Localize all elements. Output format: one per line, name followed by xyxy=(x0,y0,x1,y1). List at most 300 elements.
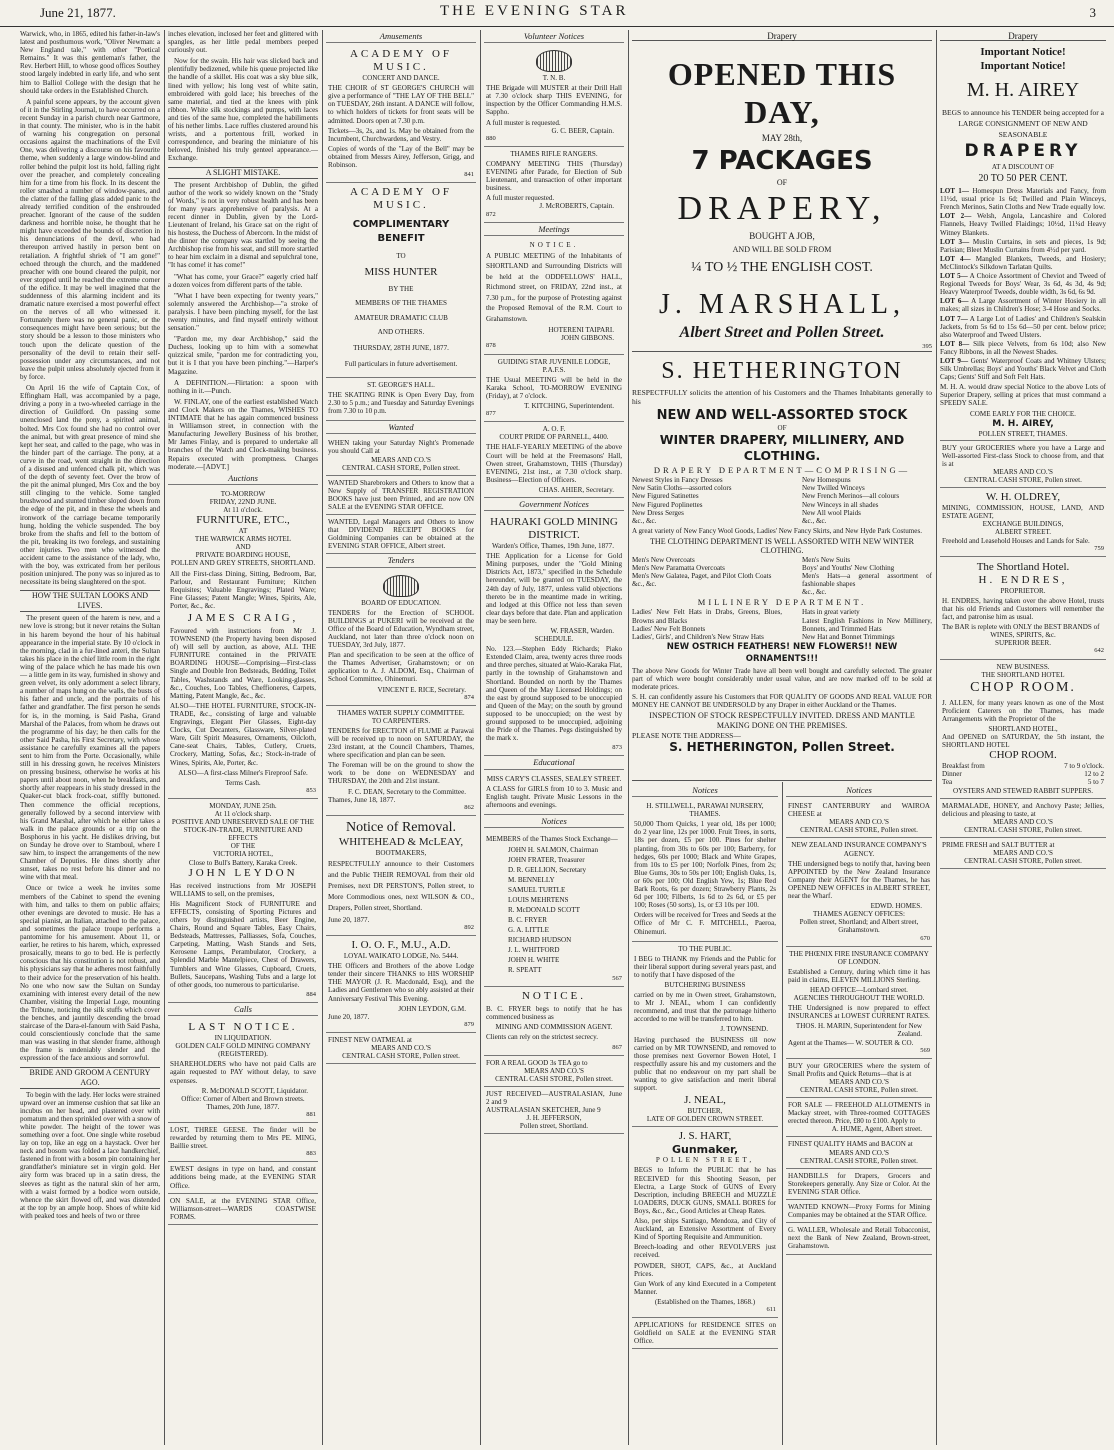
meal-row xyxy=(942,778,1104,786)
cheese-ad xyxy=(786,799,932,838)
lot-item xyxy=(940,255,1106,271)
signature: W. FRASER, Warden. xyxy=(550,627,614,635)
wanted-ad: WANTED, Legal Managers and Others to know that DIVIDEND RECEIPT BOOKS for Goldmining Companies can be obtained at the EVENING STAR OFFICE, Albert street. xyxy=(326,515,476,554)
ad-line: MEARS AND CO.'S xyxy=(993,817,1053,826)
clothing-list xyxy=(632,556,932,596)
benefit-ad xyxy=(326,183,476,378)
ad-body: BEGS to announce his TENDER being accepted for a xyxy=(942,108,1104,118)
ad-line: BOUGHT A JOB, xyxy=(749,231,815,242)
butter-ad xyxy=(940,838,1106,869)
ad-line: CHOP ROOM. xyxy=(989,749,1057,762)
ad-body: Copies of words of the "Lay of the Bell" may be obtained from Messrs Airey, Jefferson, Grigg, and Robinson. xyxy=(328,144,474,170)
ad-headline: Important Notice! xyxy=(980,46,1066,59)
ad-title: BOARD OF EDUCATION. xyxy=(361,598,441,607)
ad-body: No. 123.—Stephen Eddy Richards; Piako Extended Claim, area, twenty acres three roods and three perches, situated at Waio-Karaka Flat, partly in the township of Grahamstown and Shortland. Bounded on north by the Thames and Queen of the May Licensed Holdings; on the east by ground supposed to be unoccupied and Queen of the May; on the south by ground supposed to be unoccupied; on the west by ground supposed to be unoccupied, adjoining the Pride of the Thames. Pegs distinguished by the mark x. xyxy=(486,645,622,743)
list-item: New Homespuns xyxy=(802,476,851,485)
meal-label: Tea xyxy=(942,778,953,787)
lot-label: LOT 6— xyxy=(940,297,969,306)
article-text: "What has come, your Grace?" eagerly cried half a dozen voices from different parts of the table. xyxy=(168,272,318,289)
ad-body: LOST, THREE GEESE. The finder will be rewarded by returning them to Mrs PE. MING, Baillie street. xyxy=(170,1125,316,1151)
grocery-ad xyxy=(786,1059,932,1098)
ad-line: AMATEUR DRAMATIC CLUB xyxy=(354,313,448,322)
ad-line: 20 TO 50 PER CENT. xyxy=(978,173,1068,185)
section-heading-tenders: Tenders xyxy=(326,556,476,567)
lot-item xyxy=(940,272,1106,296)
ad-headline: 7 PACKAGES xyxy=(691,146,873,177)
list-item: Men's New Galatea, Paget, and Pilot Cloth Coats xyxy=(632,572,772,581)
signature: R. McDONALD SCOTT, Liquidator. xyxy=(201,1086,308,1095)
ad-headline: NEW OSTRICH FEATHERS! NEW FLOWERS!! NEW ORNAMENTS!!! xyxy=(666,641,898,664)
ad-body: J. ALLEN, for many years known as one of the Most Proficient Caterers on the Thames, has made Arrangements with the Proprietor of the xyxy=(942,698,1104,723)
list-item: New French Merinos—all colours xyxy=(802,492,900,501)
list-item: Men's Hats—a general assortment of fashionable shapes xyxy=(802,572,932,589)
ad-number: 395 xyxy=(632,343,932,352)
ad-body: TENDERS for ERECTION of FLUME at Parawai will be received up to noon on SATURDAY, the 23rd instant, at the Council Chambers, Thames, where specification and plan can be seen. xyxy=(328,726,474,760)
ad-number: 873 xyxy=(612,744,622,752)
lot-label: LOT 3— xyxy=(940,237,970,246)
column-rule xyxy=(936,30,937,1445)
lot-description: Muslin Curtains, in sets and pieces, 1s 9d; Parisian; Bleet Muslin Curtains from 4½d per yard. xyxy=(940,237,1106,254)
royal-crest-icon xyxy=(383,575,419,597)
ad-body: COMPANY MEETING THIS (Thursday) EVENING after Parade, for Election of Sub Lieutenant, and transaction of other important business. xyxy=(486,159,622,193)
lot-description: A Large Assortment of Winter Hosiery in all makes; all sizes in Children's Hose; 3-4 Hose and Socks. xyxy=(940,297,1106,314)
ad-body: Plan and specification to be seen at the office of the Thames Advertiser, Grahamstown; or on application to A. J. ALDOM, Esq., Chairman of School Committee, Ohinemuri. xyxy=(328,651,474,684)
ad-headline: DRAPERY, xyxy=(677,190,887,228)
ad-body: A great variety of New Fancy Wool Goods, Ladies' New Fancy Skirts, and New Hyde Park Costumes. xyxy=(632,526,922,535)
ad-line: J. H. JEFFERSON, xyxy=(526,1114,582,1123)
column-7 xyxy=(632,784,778,1444)
tender-ad xyxy=(326,706,476,816)
ad-title: W. H. OLDREY, xyxy=(985,491,1061,504)
signature: J. TOWNSEND. xyxy=(720,1025,768,1034)
section-heading-notices: Notices xyxy=(786,786,932,797)
list-item: New Hat and Bonnet Trimmings xyxy=(802,632,895,641)
ad-subtitle: MILLINERY DEPARTMENT. xyxy=(697,597,867,608)
ad-title: A. O. F. xyxy=(542,425,566,434)
list-item: R. SPEATT xyxy=(508,966,542,975)
meal-time: 7 to 9 o'clock. xyxy=(1064,762,1104,771)
ad-line: AUSTRALASIAN SKETCHER, June 9 xyxy=(486,1106,601,1115)
ad-number: 759 xyxy=(1094,544,1104,552)
ad-number: 862 xyxy=(464,803,474,811)
ad-line: OF xyxy=(777,424,787,433)
ad-headline: WINTER DRAPERY, MILLINERY, AND CLOTHING. xyxy=(659,432,905,464)
nursery-ad xyxy=(632,799,778,942)
ad-title: NOTICE. xyxy=(521,990,587,1003)
list-item: Men's New Paramatta Overcoats xyxy=(632,564,725,573)
ad-body: The above New Goods for Winter Trade have all been well bought and carefully selected. The greater part of which were bought considerably under usual value, and are now marked off to be sold at moderate prices. xyxy=(632,666,932,691)
ad-line: A full muster requested. xyxy=(486,194,555,203)
meal-label: Breakfast from xyxy=(942,762,985,771)
ad-number: 567 xyxy=(612,975,622,983)
ad-title: NEW ZEALAND INSURANCE COMPANY'S AGENCY. xyxy=(791,841,927,858)
section-heading-notices: Notices xyxy=(484,817,624,828)
ad-body: Established a Century, during which time it has paid in claims, ELEVEN MILLIONS Sterling. xyxy=(788,967,930,984)
article-text: "Pardon me, my dear Archbishop," said the Duchess, looking up to him with a somewhat quizzical smile, "pardon me for contradicting you, but it is I that you have been pinching."—Harper's Magazine. xyxy=(168,335,318,376)
article-text: W. FINLAY, one of the earliest established Watch and Clock Makers on the Thames, WISHES TO INTIMATE that he has again commenced business in Williamson street, in connection with the Manufacturing Jewellery Business of his brother, Mr James Finlay, and is prepared to undertake all branches of the Watch and Clock-making business. Repairs executed with promptness. Charges moderate.—[ADVT.] xyxy=(168,397,318,471)
article-text: Once or twice a week he invites some members of the Cabinet to spend the evening with him, and talks to them on public affairs; other evenings are devoted to music. He has a special pianist, an Italian, attached to the palace, and sometimes the palace troupe performs a pantomime for his amusement. About 11, or earlier, he retires to his harem, which, expressed prosaically, means to go to bed. He is perfectly conscious that his constitution is not robust, and his physicians say that he adheres most faithfully to their advice for the preservation of his health. No one who now saw the Sultan on Sunday examining with interest every detail of the new Chamber, visiting the Imperial Loge, mounting the Tribune, noticing the silk stuffs which cover the benches, and jauntily descending the broad staircase of the Dara-el-fanoum with Said Pasha, could conscientiously conclude that the same man was wasting in that slender frame, although the frame is undeniably slender and the expression of the face anxious and sorrowful. xyxy=(20,884,160,1063)
ad-line: Thames, 20th June, 1877. xyxy=(206,1102,280,1111)
ad-line: CENTRAL CASH STORE, Pollen street. xyxy=(495,1074,613,1083)
notice-ad xyxy=(484,987,624,1055)
hotel-ad xyxy=(940,557,1106,660)
lot-description: Silk piece Velvets, from 6s 10d; also New Fancy Ribbons, in all the Newest Shades. xyxy=(940,339,1106,356)
list-item: Men's New Suits xyxy=(802,555,851,564)
oatmeal-ad xyxy=(326,1033,476,1064)
ad-line: THAMES AGENCY OFFICES: xyxy=(813,910,905,919)
ad-body: RESPECTFULLY solicits the attention of his Customers and the Thames Inhabitants generally to his xyxy=(632,388,932,407)
list-item: LOUIS MEHRTENS xyxy=(508,896,569,905)
ad-body: Gun Work of any kind Executed in a Competent Manner. xyxy=(634,1279,776,1296)
lot-description: Welsh, Angola, Lancashire and Colored Flannels, Heavy Twilled Flaidings; 10½d, 11¼d Heavy Witney Blankets. xyxy=(940,212,1106,237)
signature: VINCENT E. RICE, Secretary. xyxy=(377,685,466,694)
ad-line: BUTCHER, xyxy=(687,1107,723,1116)
insurance-ad xyxy=(786,838,932,946)
ad-body: THE undersigned begs to notify that, having been APPOINTED by the New Zealand Insurance Company their AGENT for the Thames, he has OPENED NEW OFFICES in ALBERT STREET, near the Wharf. xyxy=(788,859,930,901)
article-text: The present Archbishop of Dublin, the gifted author of the work so widely known on the "Study of Words," is not in very robust health and has been for many years apprehensive of paralysis. At a recent dinner in Dublin, given by the Lord-Lieutenant of Ireland, his Grace sat on the right of his hostess, the Duchess of Abercorn. In the midst of the dinner the company was startled by seeing the Archbishop rise from his seat, and still more startled to hear him exclaim in a dismal and sepulchral tone, "It has come! it has come!" xyxy=(168,180,318,270)
ad-body: FOR SALE — FREEHOLD ALLOTMENTS in Mackay street, with Three-roomed COTTAGES erected thereon. Price, £80 to £100. Apply to xyxy=(788,1101,930,1126)
ad-line: AT xyxy=(238,527,248,536)
removal-ad xyxy=(326,816,476,936)
ad-body: THE Application for a License for Gold Mining purposes, under the "Gold Mining Districts Act, 1873," specified in the Schedule hereunder, will be granted on TUESDAY, the 24th day of July, 1877, unless valid objections thereto be in the meantime made in writing, and lodged at this Office not less than seven clear days before that date. Plan and application may be seen here. xyxy=(486,552,622,625)
article-heading: HOW THE SULTAN LOOKS AND LIVES. xyxy=(20,590,160,612)
ad-line: CENTRAL CASH STORE, Pollen street. xyxy=(800,826,918,835)
newspaper-ad xyxy=(484,1087,624,1134)
column-8 xyxy=(786,784,932,1444)
ad-number: 880 xyxy=(486,134,496,142)
ad-line: At 11 o'clock sharp. xyxy=(214,809,272,818)
section-heading-drapery: Drapery xyxy=(940,32,1106,41)
ad-title: ACADEMY OF MUSIC. xyxy=(349,48,452,74)
ad-number: 892 xyxy=(464,924,474,931)
meal-row xyxy=(942,762,1104,770)
meal-label: Dinner xyxy=(942,770,962,779)
article-heading: BRIDE AND GROOM A CENTURY AGO. xyxy=(20,1067,160,1089)
ad-line: IN LIQUIDATION. xyxy=(214,1034,272,1043)
list-right xyxy=(802,476,932,525)
list-item: New Figured Satinettes xyxy=(632,492,699,501)
lot-description: Homespun Dress Materials and Fancy, from 11½d, usual price 1s 6d; Twilled and Plain Winceys, French Merinos, Satin Cloths and New Trade equally low. xyxy=(940,187,1106,212)
wanted-ad xyxy=(326,436,476,475)
ad-number: 872 xyxy=(486,210,496,218)
ad-headline: S. HETHERINGTON, Pollen Street. xyxy=(669,740,895,755)
ad-line: WHITEHEAD & McLEAY, xyxy=(338,835,464,848)
section-heading-wanted: Wanted xyxy=(326,423,476,434)
ad-number: 874 xyxy=(464,693,474,701)
ad-line: Close to Bull's Battery, Karaka Creek. xyxy=(188,858,298,867)
ad-title: The Shortland Hotel. xyxy=(976,560,1070,573)
list-item: Newest Styles in Fancy Dresses xyxy=(632,476,723,485)
list-item: R. McDONALD SCOTT xyxy=(508,906,580,915)
ad-headline: S. HETHERINGTON xyxy=(661,358,903,385)
list-item: New Figured Poplinettes xyxy=(632,500,703,509)
ad-body: 50,000 Thorn Quicks, 1 year old, 18s per 1000; do 2 year line, 12s per 1000. Fruit Trees, in sorts, 18s per dozen, £5 per 100. Pines for shelter planting, from 30s to 60s per 100; Barberry, for hedges, 60s per 1000; Black and White Grapes, from 10s to £5 per 100; Norfolk Pines, from 2s; Blue Gums, 30s to 50s per 100; English Oaks, 1s, or 60s per 100; Old English Yew, 1s; Blue Red Bark Roots, 6s per dozen; Strawberry Plants, 2s 6d per 100; Filberts, 1s 6d to 2s 6d, or £5 per 100; Roses (50 sorts), 1s, or £3 10s per 100. xyxy=(634,820,776,910)
lot-label: LOT 1— xyxy=(940,187,969,196)
signature: JOHN LEYDON, G.M. xyxy=(398,1004,466,1013)
list-item: &c., &c. xyxy=(632,580,657,589)
ad-subtitle: COURT PRIDE OF PARNELL, 4400. xyxy=(499,433,609,442)
sale-ad xyxy=(786,1098,932,1137)
ad-line: THE SHORTLAND HOTEL xyxy=(981,670,1065,679)
handbills-ad: HANDBILLS for Drapers, Grocers and Storekeepers generally. Any Size or Color. At the EVENING STAR Office. xyxy=(786,1169,932,1200)
lot-item xyxy=(940,187,1106,211)
forms-ad: ON SALE, at the EVENING STAR Office, Williamson-street—WARDS COASTWISE FORMS. xyxy=(168,1194,318,1225)
lot-description: A Choice Assortment of Cheviot and Tweed of Regional Tweeds for Boys' Wear, 3s 6d, 4s 3d, 4s 9d; Heavy Waterproof Tweeds, double width, 3s 6d, 6s 9d. xyxy=(940,272,1106,297)
ad-line: MEARS AND CO.'S xyxy=(993,468,1053,476)
ad-body: WHEN taking your Saturday Night's Promenade you should Call at xyxy=(328,439,474,456)
ad-body: PRIME FRESH and SALT BUTTER at xyxy=(942,841,1055,849)
member-list xyxy=(486,845,622,975)
signature: G. C. BEER, Captain. xyxy=(551,126,614,135)
ad-body: THE SKATING RINK is Open Every Day, from 2.30 to 5 p.m.; and Tuesday and Saturday Evenings from 7.30 to 10 p.m. xyxy=(328,390,475,416)
ad-line: BUTCHERING BUSINESS xyxy=(664,980,746,989)
ad-line: FURNITURE, ETC., xyxy=(196,514,290,527)
ad-line: ALBERT STREET. xyxy=(994,528,1052,537)
ad-title: HAURAKI GOLD MINING DISTRICT. xyxy=(490,516,618,542)
signature: T. KITCHING, Superintendent. xyxy=(524,402,614,411)
insurance-ad xyxy=(786,947,932,1059)
ad-number: 867 xyxy=(612,1043,622,1051)
ad-line: MEARS AND CO.'S xyxy=(829,1148,889,1157)
drapery-block xyxy=(632,30,932,780)
ad-line: Agent at the Thames— W. SOUTER & CO. xyxy=(788,1038,914,1047)
list-item: Hats in great variety xyxy=(802,608,860,617)
signature: J. McROBERTS, Captain. xyxy=(539,202,614,211)
list-item: JOHN H. SALMON, Chairman xyxy=(508,846,599,855)
ad-line: ¼ TO ½ THE ENGLISH COST. xyxy=(691,260,873,276)
ad-line: BY THE xyxy=(388,285,414,294)
signature: EDWD. HOMES. xyxy=(870,902,922,911)
ad-body: MARMALADE, HONEY, and Anchovy Paste; Jellies, delicious and pleasing to taste, at xyxy=(942,801,1104,818)
ad-title: THE PHŒNIX FIRE INSURANCE COMPANY OF LONDON. xyxy=(789,949,929,966)
ad-line: MISS HUNTER xyxy=(364,266,438,279)
tender-ad xyxy=(326,570,476,706)
auction-ad xyxy=(168,487,318,799)
lot-item xyxy=(940,212,1106,236)
article-text: A DEFINITION.—Flirtation: a spoon with nothing in it.—Punch. xyxy=(168,378,318,395)
lot-item xyxy=(940,340,1106,356)
column-4 xyxy=(484,30,624,1445)
ad-subtitle: DRAPERY DEPARTMENT—COMPRISING— xyxy=(653,465,911,476)
ad-line: GOLDEN CALF GOLD MINING COMPANY (REGISTERED). xyxy=(175,1042,311,1059)
ad-line: June 20, 1877. xyxy=(328,915,370,924)
meal-time: 12 to 2 xyxy=(1084,770,1104,779)
ad-line: POLLEN STREET, xyxy=(655,1156,755,1165)
ad-headline: NEW AND WELL-ASSORTED STOCK xyxy=(656,408,908,424)
ad-headline: J. MARSHALL, xyxy=(659,289,905,321)
section-heading-calls: Calls xyxy=(168,1005,318,1016)
meeting-ad xyxy=(484,422,624,498)
ad-line: MEMBERS OF THE THAMES xyxy=(355,299,447,308)
ad-line: PRIVATE BOARDING HOUSE, xyxy=(195,551,291,560)
lot-list xyxy=(940,187,1106,381)
list-item: Latest English Fashions in New Millinery, Bonnets, and Trimmed Hats xyxy=(802,616,932,633)
column-rule xyxy=(782,782,783,1445)
ad-line: Thames, June 18, 1877. xyxy=(328,795,396,804)
ad-line: June 20, 1877. xyxy=(328,1012,370,1021)
ad-body: Tickets—3s, 2s, and 1s. May be obtained from the Incumbent, Churchwardens, and Vestry. xyxy=(328,126,474,143)
list-item: SAMUEL TURTLE xyxy=(508,886,566,895)
list-item: G. A. LITTLE xyxy=(508,926,549,935)
list-item: Ladies', Girls', and Children's New Straw Hats xyxy=(632,632,764,641)
ad-body: Favoured with instructions from Mr J. TOWNSEND (the Property having been disposed of) will sell by auction, as above, ALL THE FURNITURE contained in the PRIVATE BOARDING HOUSE—Comprising—First-class Single and Double Iron Bedsteads, Bedding, Toilet Tables, Washstands and Ware, Looking-glasses, &c., Couches, Loo Tables, Cheffioneres, Carpets, Matting, Patent Mangle, &c., &c. xyxy=(170,627,316,700)
article-heading: A SLIGHT MISTAKE. xyxy=(168,167,318,179)
auctioneer-name: JAMES CRAIG, xyxy=(187,612,299,624)
column-2 xyxy=(168,30,318,1445)
ad-body: FOR A REAL GOOD 3s TEA go to xyxy=(486,1058,588,1067)
ad-line: MEARS AND CO.'S xyxy=(829,818,889,827)
section-heading-auctions: Auctions xyxy=(168,474,318,485)
article-text: On April 16 the wife of Captain Cox, of Effingham Hall, was accompanied by a page, driving a pony in a two-wheeled carriage in the direction of Guildford. On passing some unenclosed land the pony, a spirited animal, bolted. Mrs Cox found she had no control over the animal, but with great presence of mind she kept her seat, and called to the page, who was in the hinder part of the carriage. The pony, at a curve in the road, went straight in the direction of a disused and unfenced chalk pit, which was of the depth of seventy feet. Over the brow of the pit the animal plunged, Mrs Cox and the boy still clinging to the vehicle. Some tangled brushwood and stunted timber sloped down from the edge of the pit, and in these the wheels and ironwork of the carriage became temporarily hung, holding the vehicle suspended. The boy broke from the shafts and fell to the bottom of the pit, breaking its two forelegs, and sustaining other injuries. Two men who witnessed the accident came to the assistance of the lady, who, with the boy, was extricated from her perilous position uninjured. The pony was so injured as to necessitate its being slaughtered on the spot. xyxy=(20,384,160,587)
ad-line: Albert Street and Pollen Street. xyxy=(679,324,885,342)
list-right xyxy=(802,556,932,596)
ad-line: AT A DISCOUNT OF xyxy=(991,163,1055,172)
ad-headline: M. H. AIREY xyxy=(966,79,1080,102)
section-heading-notices: Notices xyxy=(632,786,778,797)
signature: JOHN GIBBONS. xyxy=(561,334,614,343)
ad-body: Breech-loading and other REVOLVERS just received. xyxy=(634,1243,776,1260)
ad-line: LATE OF GOLDEN CROWN STREET. xyxy=(646,1115,764,1124)
ad-line: VICTORIA HOTEL, xyxy=(212,850,274,859)
butcher-ad xyxy=(632,942,778,1128)
rink-ad xyxy=(326,378,476,421)
section-heading-amusements: Amusements xyxy=(326,32,476,43)
grocery-ad xyxy=(940,441,1106,488)
ad-number: 877 xyxy=(486,410,496,418)
signature: HOTERENI TAIPARI. xyxy=(548,326,614,335)
ad-line: Office: Corner of Albert and Brown streets. xyxy=(181,1094,305,1103)
column-rule xyxy=(628,30,629,1445)
ad-line: POLLEN STREET, THAMES. xyxy=(940,430,1106,441)
list-left xyxy=(632,608,782,640)
section-heading-government: Government Notices xyxy=(484,500,624,511)
newspaper-title: THE EVENING STAR xyxy=(440,3,629,19)
ad-line: J. NEAL, xyxy=(684,1094,726,1107)
article-text: Warwick, who, in 1865, edited his father-in-law's latest and posthumous work, "Oliver Newman: a New England tale," with other "Poetical Remains." It was this gentleman's father, the Rev. Herbert Hill, to whose good offices Southey stood largely indebted in early life, and who sent him to Balliol College with the design that he should take orders in the Established Church. xyxy=(20,30,160,95)
signature: F. C. DEAN, Secretary to the Committee. xyxy=(347,787,466,796)
ad-body: Clients can rely on the strictest secrecy. xyxy=(486,1033,599,1042)
ad-terms: Terms Cash. xyxy=(225,778,261,787)
masthead xyxy=(0,0,1114,27)
ad-line: MEARS AND CO.'S xyxy=(371,1044,431,1053)
ad-number: 878 xyxy=(486,342,496,350)
ad-line: THE WARWICK ARMS HOTEL xyxy=(194,535,292,544)
print-ad: EWEST designs in type on hand, and constant additions being made, at the EVENING STAR Office. xyxy=(168,1162,318,1193)
ad-line: CENTRAL CASH STORE, Pollen street. xyxy=(964,857,1082,866)
lot-label: LOT 4— xyxy=(940,254,971,263)
list-item: New Twilled Winceys xyxy=(802,484,865,493)
ad-body: THE HALF-YEARLY MEETING of the above Court will be held at the Freemasons' Hall, Owen street, Grahamstown, THIS (Thursday) EVENING, 21st inst., at 7.30 o'clock sharp. Business—Election of Officers. xyxy=(486,443,622,484)
list-item: J. L. WHITFORD xyxy=(508,946,560,955)
ad-subtitle: LOYAL WAIKATO LODGE, No. 5444. xyxy=(343,952,459,961)
article-text: A painful scene appears, by the account given of it in the Stirling Journal, to have occurred on a recent Sunday in a parish church near Gartmore, in that county. The minister, who is in the habit of warning his congregation on personal occasions against the machinations of the Evil One, was delivering a discourse on his favourite theme, when suddenly a large window-blind and roller behind the pulpit lost its hold, falling right over the preacher, and completely concealing him for a time from his flock. In its descent the roller smashed a number of window-panes, and the clatter of the falling glass added panic to the already terrified condition of the enshrouded preacher. Ignorant of the cause of the sudden darkness and horrible noise, he thought that he might have exceeded the bounds of discretion in his denunciations of the devil, who had thereupon arrived hastily in person bent on retaliation. A frightful shriek of "I am gone!" echoed through the church, and the maddened preacher with one bound cleared the pulpit, nor ever stopped until he reached the extreme corner of the edifice. It may be well imagined that the suddenness of this alarming incident and its dramatic nature exercised a most powerful effect on the nerves of all who witnessed it. Fortunately there was no general panic, or the consequences might have been serious; but the story should be a lesson to those ministers who touch upon the delicate question of the personality of the devil to retain their self-possession under any circumstances, and not leave the pulpit unless absolutely ejected from it by force. xyxy=(20,97,160,381)
ad-line: CENTRAL CASH STORE, Pollen street. xyxy=(342,1052,460,1061)
list-item: D. R. GELLION, Secretary xyxy=(508,866,587,875)
ad-line: AND OTHERS. xyxy=(377,327,425,336)
hams-ad xyxy=(786,1137,932,1168)
ad-headline: OPENED THIS DAY, xyxy=(667,56,897,131)
section-heading-meetings: Meetings xyxy=(484,225,624,236)
ad-title: ACADEMY OF MUSIC. xyxy=(349,186,452,212)
ad-title: ST. GEORGE'S HALL. xyxy=(367,380,435,389)
ad-line: CENTRAL CASH STORE, Pollen street. xyxy=(964,825,1082,834)
ad-number: 611 xyxy=(766,1305,776,1313)
auctioneer-name: JOHN LEYDON xyxy=(188,866,298,879)
issue-date: June 21, 1877. xyxy=(40,5,116,20)
divider xyxy=(632,780,932,781)
ad-line: POSITIVE AND UNRESERVED SALE OF THE STOCK-IN-TRADE, FURNITURE AND EFFECTS xyxy=(171,818,315,843)
ad-body: B. C. FRYER begs to notify that he has commenced business as xyxy=(486,1005,622,1022)
lot-label: LOT 8— xyxy=(940,339,970,348)
marmalade-ad xyxy=(940,799,1106,838)
volunteer-ad xyxy=(484,147,624,223)
ad-body: H. ENDRES, having taken over the above Hotel, trusts that his old Friends and Customers will remember the fact, and patronise him as usual. xyxy=(942,596,1104,622)
government-ad xyxy=(484,513,624,756)
ad-body: All the First-class Dining, Sitting, Bedroom, Bar, Parlour, and Restaurant Furniture; Kitchen Requisites; Valuable Engravings; Plated Ware; Fine Glasses; Patent Mangle; Wines, Spirits, Ale, Porter, &c., &c. xyxy=(170,569,316,610)
lodge-ad xyxy=(326,936,476,1033)
ad-body: His Magnificent Stock of FURNITURE and EFFECTS, consisting of Sporting Pictures and others by distinguished artists, Beer Engine, Chairs, Round and Square Tables, Easy Chairs, Bedsteads, Mattresses, Palliasses, Sofa, Couches, Carpeting, Matting, Wash Stands and Sets, Kerosene Lamps, Perambulator, Crockery, a Splendid Marble Mantelpiece, Chest of Drawers, Tumblers and Wine Glasses, Cupboard, Cruets, Bullets, Saucepans, Washing Tubs and a large lot of other goods, too numerous to particularise. xyxy=(170,899,316,989)
ad-number: 670 xyxy=(920,934,930,942)
tea-ad xyxy=(484,1056,624,1087)
ad-line: PLEASE NOTE THE ADDRESS— xyxy=(632,731,741,741)
column-rule xyxy=(480,30,481,1445)
section-heading-volunteer: Volunteer Notices xyxy=(484,32,624,43)
meeting-ad xyxy=(484,238,624,355)
ad-line: Pollen street, Shortland. xyxy=(519,1122,589,1131)
lot-label: LOT 5— xyxy=(940,272,968,281)
education-ad xyxy=(484,772,624,815)
ad-body: RESPECTFULLY announce to their Customers and the Public THEIR REMOVAL from their old Premises, next DR PERSTON'S, Pollen street, to More Commodious ones, next WILSON & CO., Drapers, Pollen street, Shortland. xyxy=(328,859,474,912)
ad-title: NEW BUSINESS. xyxy=(996,662,1050,671)
lot-item xyxy=(940,297,1106,313)
list-right xyxy=(802,608,932,640)
lot-item xyxy=(940,357,1106,381)
ad-body: And OPENED on SATURDAY, the 5th instant, the SHORTLAND HOTEL xyxy=(942,733,1104,750)
ad-line: Warden's Office, Thames, 19th June, 1877. xyxy=(492,542,614,551)
ad-line: MINING AND COMMISSION AGENT. xyxy=(495,1023,613,1032)
ad-body: Orders will be received for Trees and Seeds at the Office of Mr C. F. MITCHELL, Paeroa, Ohinemuri. xyxy=(634,911,776,936)
list-item: JOHN H. WHITE xyxy=(508,956,560,965)
ad-subtitle: TO CARPENTERS. xyxy=(371,716,431,725)
ad-line: CENTRAL CASH STORE, Pollen street. xyxy=(800,1156,918,1165)
ad-title: T. N. B. xyxy=(542,74,566,83)
ad-body: POWDER, SHOT, CAPS, &c., at Auckland Prices. xyxy=(634,1261,776,1278)
ad-line: COME EARLY FOR THE CHOICE. xyxy=(970,409,1076,418)
ad-body: BUY your GROCERIES where you have a Large and Well-assorted First-class Stock to choose from, and that is at xyxy=(942,443,1104,468)
ad-line: H. ENDRES, xyxy=(978,573,1068,586)
ad-line: MEARS AND CO.'S xyxy=(371,455,431,464)
list-item: &c., &c. xyxy=(802,516,827,525)
signature: CHAS. AHIER, Secretary. xyxy=(538,485,614,494)
chop-room-ad xyxy=(940,660,1106,799)
article-text: The present queen of the harem is new, and a new love is strong; but it never retains the Sultan in his harem beyond the hour of his habitual appearance in the imperial state. By 10 o'clock in the morning, clad in a fur-lined anteri, the Sultan takes his place in the chief little room in the right wing of the palace which he has made his own — a little gem in its way, furnished in showy and green velvet, its only adornment a select library, a number of maps hung on the walls, the busts of his father and uncle, and the portraits of his father and grandfather. The first person he sends for is, in the morning, is Said Pasha, Grand Marshal of the Palaces, from whom he draws out the programme of his day; he then calls for the other Said Pasha, his First Secretary, with whose assistance he carefully examines all the papers sent to him from the Porte. Occasionally, while still in his dressing gown, he receives Ministers on pressing business, otherwise he works at his papers until about noon, when he breakfasts, and shortly after reappears in his study dressed in the Quaker-cut black frock-coat, stiffly buttoned. Then commence the official receptions, generally followed by a second interview with his Grand Marshal, after which he either takes a walk in the palace grounds or a trip on the Bosphorus in his yacht. He dislikes driving, but on Sunday he drove over to Stamboul, where I saw him, to inspect the arrangements of the new Chamber of Deputies. He dines shortly after sunset, takes no rest before his dinner and no wine with that meal. xyxy=(20,614,160,882)
ad-body: Also, per ships Santiago, Mendoza, and City of Auckland, an Extensive Assortment of Every Kind of Sporting Requisite and Ammunition. xyxy=(634,1217,776,1242)
meeting-ad xyxy=(484,355,624,423)
tobacconist-ad: G. WALLER, Wholesale and Retail Tobacconist, next the Bank of New Zealand, Brown-street, Grahamstown. xyxy=(786,1223,932,1254)
ad-body: Full particulars in future advertisement. xyxy=(344,359,458,368)
ad-body: S. H. can confidently assure his Customers that FOR QUALITY OF GOODS AND REAL VALUE FOR MONEY HE CANNOT BE UNDERSOLD by any Draper in either Auckland or the Thames. xyxy=(632,693,932,710)
ad-number: 841 xyxy=(464,171,474,179)
agent-ad xyxy=(940,488,1106,557)
signature: THOS. H. MARIN, Superintendent for New Zealand. xyxy=(795,1022,922,1039)
auction-ad xyxy=(168,799,318,1003)
millinery-list xyxy=(632,608,932,640)
ad-body: TENDERS for the Erection of SCHOOL BUILDINGS at PUKERI will be received at the Office of the Board of Education, Wyndham street, Auckland, not later than three o'clock noon on TUESDAY, 3rd July, 1877. xyxy=(328,608,474,650)
meal-row xyxy=(942,770,1104,778)
crest-icon xyxy=(536,50,572,72)
list-item: New Satin Cloths—assorted colors xyxy=(632,484,732,493)
ad-title: TO THE PUBLIC. xyxy=(678,944,732,953)
